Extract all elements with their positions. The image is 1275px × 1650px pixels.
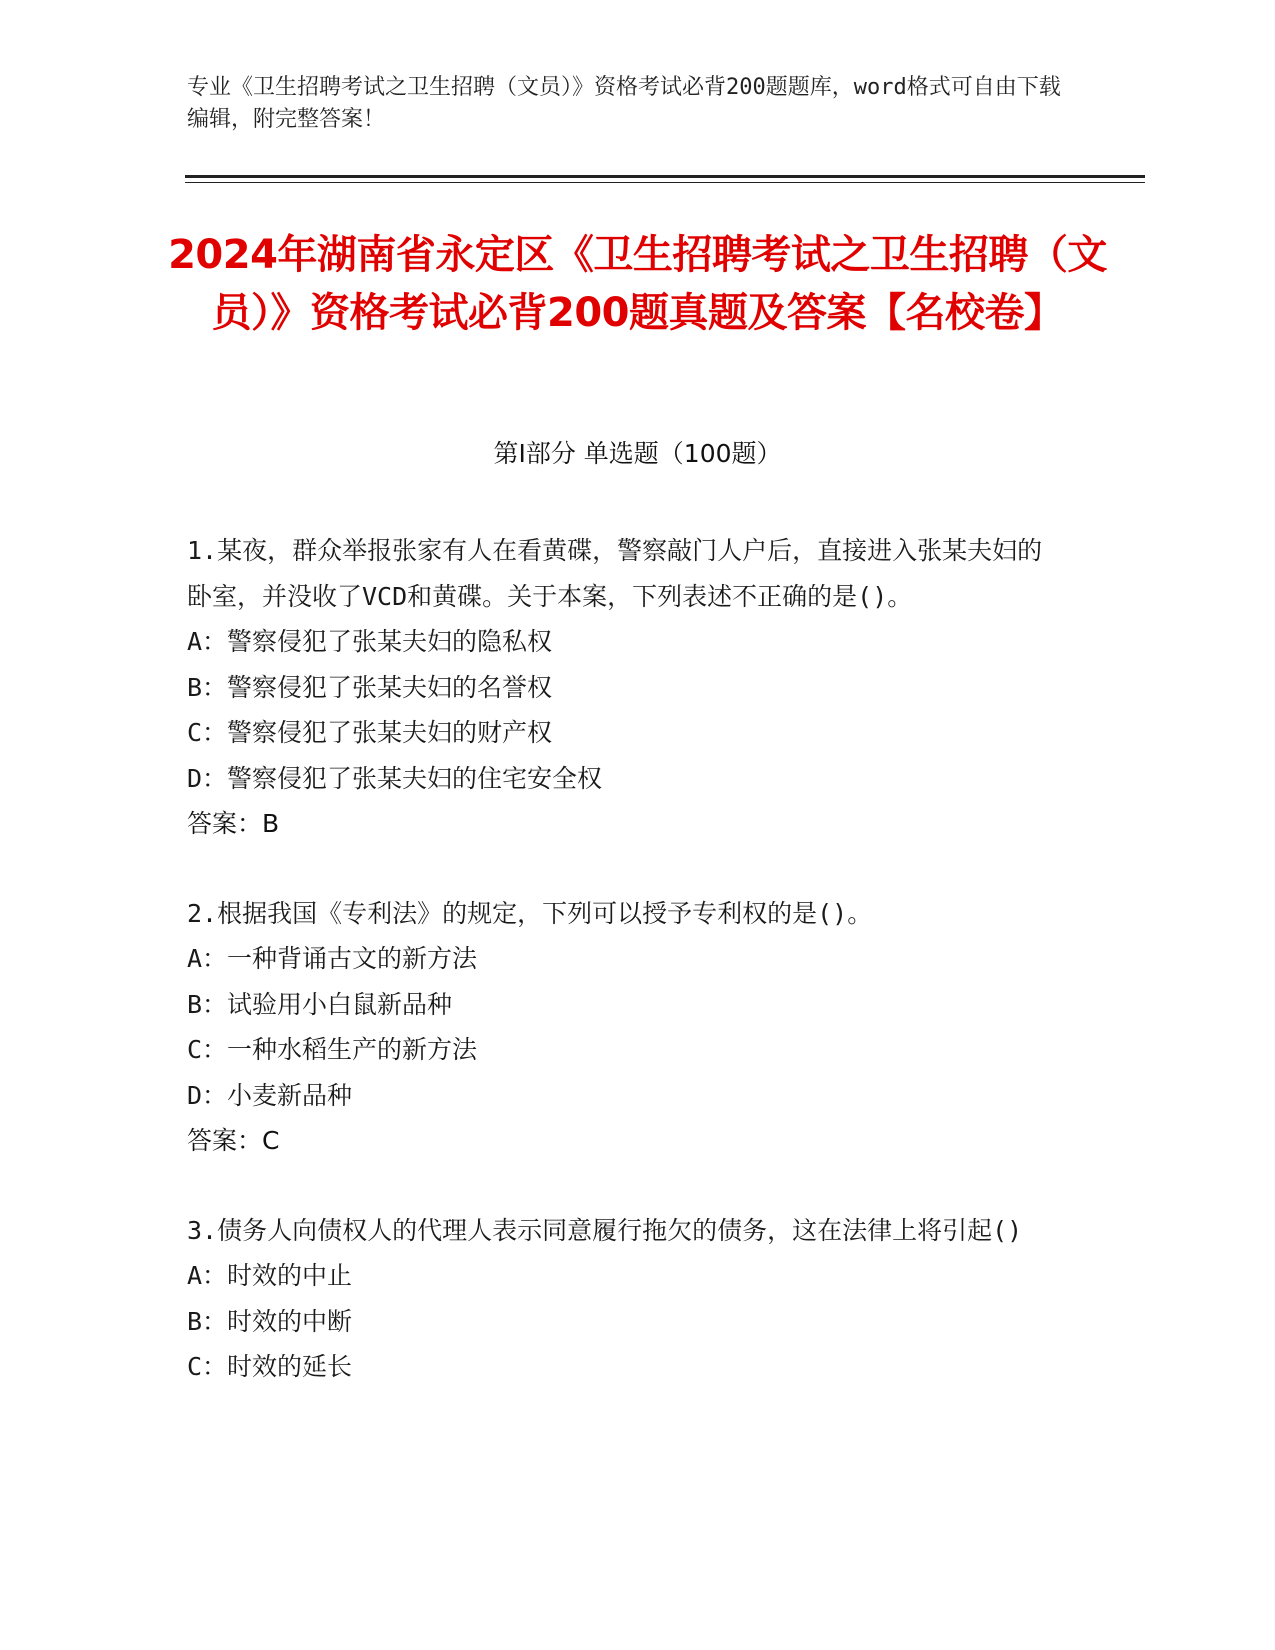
question-1 <box>187 528 1067 847</box>
question-stem: 2.根据我国《专利法》的规定，下列可以授予专利权的是()。 <box>187 898 873 928</box>
answer: 答案：C <box>187 1126 280 1155</box>
answer: 答案：B <box>187 809 280 838</box>
question-3 <box>187 1208 1067 1390</box>
option-a: A：时效的中止 <box>187 1261 353 1290</box>
question-2 <box>187 891 1067 1164</box>
question-stem: 3.债务人向债权人的代理人表示同意履行拖欠的债务，这在法律上将引起() <box>187 1215 1023 1245</box>
header-rule-thick <box>185 175 1145 178</box>
option-d: D：警察侵犯了张某夫妇的住宅安全权 <box>187 763 603 793</box>
header-rule-thin <box>185 182 1145 183</box>
option-c: C：时效的延长 <box>187 1352 353 1381</box>
option-d: D：小麦新品种 <box>187 1080 353 1110</box>
section-heading: 第Ⅰ部分 单选题（100题） <box>493 439 782 468</box>
document-title: 2024年湖南省永定区《卫生招聘考试之卫生招聘（文员）》资格考试必背200题真题及答案【名校卷】 <box>168 232 1107 336</box>
option-c: C：一种水稻生产的新方法 <box>187 1035 478 1064</box>
header-note: 专业《卫生招聘考试之卫生招聘（文员）》资格考试必背200题题库，word格式可自由下载编辑，附完整答案！ <box>187 75 1061 132</box>
option-a: A：一种背诵古文的新方法 <box>187 944 478 973</box>
option-c: C：警察侵犯了张某夫妇的财产权 <box>187 718 553 747</box>
question-stem: 1.某夜，群众举报张家有人在看黄碟，警察敲门人户后，直接进入张某夫妇的卧室，并没收了VCD和黄碟。关于本案，下列表述不正确的是()。 <box>187 536 1043 611</box>
option-b: B：试验用小白鼠新品种 <box>187 989 453 1019</box>
question-list <box>187 528 1067 1434</box>
option-b: B：警察侵犯了张某夫妇的名誉权 <box>187 672 553 702</box>
option-a: A：警察侵犯了张某夫妇的隐私权 <box>187 627 553 656</box>
option-b: B：时效的中断 <box>187 1306 353 1336</box>
